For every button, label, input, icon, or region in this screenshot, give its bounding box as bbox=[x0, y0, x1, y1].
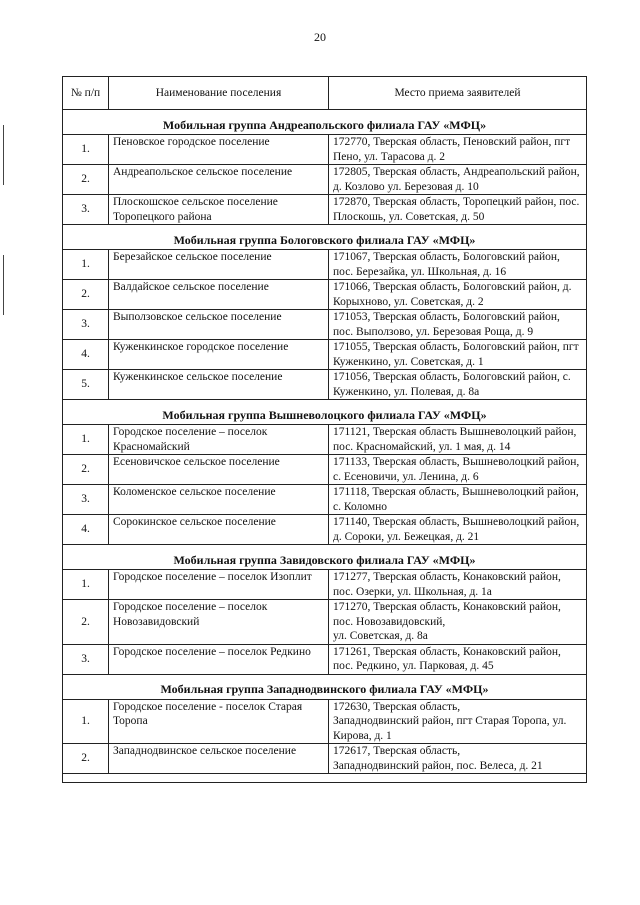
row-number: 3. bbox=[63, 195, 109, 225]
group-title: Мобильная группа Вышневолоцкого филиала ГАУ «МФЦ» bbox=[63, 400, 587, 425]
group-title: Мобильная группа Западнодвинского филиала ГАУ «МФЦ» bbox=[63, 674, 587, 699]
reception-address: 171053, Тверская область, Бологовский район, пос. Выползово, ул. Березовая Роща, д. 9 bbox=[329, 310, 587, 340]
reception-address: 172805, Тверская область, Андреапольский район, д. Козлово ул. Березовая д. 10 bbox=[329, 165, 587, 195]
reception-address: 171121, Тверская область Вышневолоцкий район, пос. Красномайский, ул. 1 мая, д. 14 bbox=[329, 425, 587, 455]
reception-address: 172770, Тверская область, Пеновский район, пгт Пено, ул. Тарасова д. 2 bbox=[329, 135, 587, 165]
row-number: 1. bbox=[63, 699, 109, 744]
table-row bbox=[63, 165, 587, 195]
group-title-row bbox=[63, 674, 587, 699]
table-row bbox=[63, 515, 587, 545]
table-row bbox=[63, 250, 587, 280]
group-title: Мобильная группа Андреапольского филиала ГАУ «МФЦ» bbox=[63, 110, 587, 135]
reception-address: 172630, Тверская область, Западнодвинский район, пгт Старая Торопа, ул. Кирова, д. 1 bbox=[329, 699, 587, 744]
table-header-row bbox=[63, 77, 587, 110]
table-row bbox=[63, 370, 587, 400]
table-row bbox=[63, 310, 587, 340]
table-row bbox=[63, 644, 587, 674]
reception-address: 172870, Тверская область, Торопецкий район, пос. Плоскошь, ул. Советская, д. 50 bbox=[329, 195, 587, 225]
settlement-name: Куженкинское сельское поселение bbox=[109, 370, 329, 400]
settlement-name: Березайское сельское поселение bbox=[109, 250, 329, 280]
row-number: 2. bbox=[63, 744, 109, 774]
page-number: 20 bbox=[314, 30, 326, 44]
reception-address: 171066, Тверская область, Бологовский район, д. Корыхново, ул. Советская, д. 2 bbox=[329, 280, 587, 310]
settlement-name: Коломенское сельское поселение bbox=[109, 485, 329, 515]
header-num: № п/п bbox=[63, 77, 109, 110]
reception-address: 171067, Тверская область, Бологовский район, пос. Березайка, ул. Школьная, д. 16 bbox=[329, 250, 587, 280]
group-title: Мобильная группа Завидовского филиала ГАУ «МФЦ» bbox=[63, 545, 587, 570]
table-body bbox=[63, 110, 587, 783]
table-row bbox=[63, 600, 587, 645]
row-number: 3. bbox=[63, 310, 109, 340]
row-number: 3. bbox=[63, 644, 109, 674]
reception-address: 171055, Тверская область, Бологовский район, пгт Куженкино, ул. Советская, д. 1 bbox=[329, 340, 587, 370]
group-title-row bbox=[63, 110, 587, 135]
reception-address: 171270, Тверская область, Конаковский район, пос. Новозавидовский, ул. Советская, д. 8а bbox=[329, 600, 587, 645]
settlement-name: Городское поселение – поселок Изоплит bbox=[109, 570, 329, 600]
row-number: 2. bbox=[63, 280, 109, 310]
table-row bbox=[63, 135, 587, 165]
row-number: 4. bbox=[63, 515, 109, 545]
reception-address: 171140, Тверская область, Вышневолоцкий район, д. Сороки, ул. Бежецкая, д. 21 bbox=[329, 515, 587, 545]
row-number: 1. bbox=[63, 425, 109, 455]
scan-edge-mark bbox=[3, 125, 4, 185]
reception-places-table bbox=[62, 76, 587, 783]
table-row bbox=[63, 195, 587, 225]
group-title: Мобильная группа Бологовского филиала ГАУ «МФЦ» bbox=[63, 225, 587, 250]
table-end-cell bbox=[63, 774, 587, 783]
table-row bbox=[63, 699, 587, 744]
settlement-name: Западнодвинское сельское поселение bbox=[109, 744, 329, 774]
reception-address: 171133, Тверская область, Вышневолоцкий район, с. Есеновичи, ул. Ленина, д. 6 bbox=[329, 455, 587, 485]
table-row bbox=[63, 570, 587, 600]
row-number: 4. bbox=[63, 340, 109, 370]
row-number: 1. bbox=[63, 135, 109, 165]
settlement-name: Выползовское сельское поселение bbox=[109, 310, 329, 340]
settlement-name: Городское поселение – поселок Новозавидовский bbox=[109, 600, 329, 645]
table-row bbox=[63, 340, 587, 370]
settlement-name: Городское поселение – поселок Красномайский bbox=[109, 425, 329, 455]
row-number: 2. bbox=[63, 165, 109, 195]
header-reception-place: Место приема заявителей bbox=[329, 77, 587, 110]
settlement-name: Есеновичское сельское поселение bbox=[109, 455, 329, 485]
settlement-name: Валдайское сельское поселение bbox=[109, 280, 329, 310]
group-title-row bbox=[63, 400, 587, 425]
header-settlement-name: Наименование поселения bbox=[109, 77, 329, 110]
row-number: 2. bbox=[63, 455, 109, 485]
row-number: 2. bbox=[63, 600, 109, 645]
settlement-name: Сорокинское сельское поселение bbox=[109, 515, 329, 545]
settlement-name: Куженкинское городское поселение bbox=[109, 340, 329, 370]
row-number: 5. bbox=[63, 370, 109, 400]
reception-address: 171277, Тверская область, Конаковский район, пос. Озерки, ул. Школьная, д. 1а bbox=[329, 570, 587, 600]
reception-address: 171118, Тверская область, Вышневолоцкий район, с. Коломно bbox=[329, 485, 587, 515]
group-title-row bbox=[63, 225, 587, 250]
settlement-name: Андреапольское сельское поселение bbox=[109, 165, 329, 195]
table-row bbox=[63, 744, 587, 774]
reception-address: 171261, Тверская область, Конаковский район, пос. Редкино, ул. Парковая, д. 45 bbox=[329, 644, 587, 674]
scan-edge-mark bbox=[3, 255, 4, 315]
settlement-name: Плоскошское сельское поселение Торопецкого района bbox=[109, 195, 329, 225]
row-number: 1. bbox=[63, 570, 109, 600]
reception-address: 172617, Тверская область, Западнодвинский район, пос. Велеса, д. 21 bbox=[329, 744, 587, 774]
group-title-row bbox=[63, 545, 587, 570]
reception-address: 171056, Тверская область, Бологовский район, с. Куженкино, ул. Полевая, д. 8а bbox=[329, 370, 587, 400]
table-row bbox=[63, 425, 587, 455]
settlement-name: Городское поселение - поселок Старая Торопа bbox=[109, 699, 329, 744]
table-row bbox=[63, 485, 587, 515]
table-row bbox=[63, 455, 587, 485]
row-number: 3. bbox=[63, 485, 109, 515]
table-end-row bbox=[63, 774, 587, 783]
settlement-name: Пеновское городское поселение bbox=[109, 135, 329, 165]
settlement-name: Городское поселение – поселок Редкино bbox=[109, 644, 329, 674]
table-row bbox=[63, 280, 587, 310]
row-number: 1. bbox=[63, 250, 109, 280]
